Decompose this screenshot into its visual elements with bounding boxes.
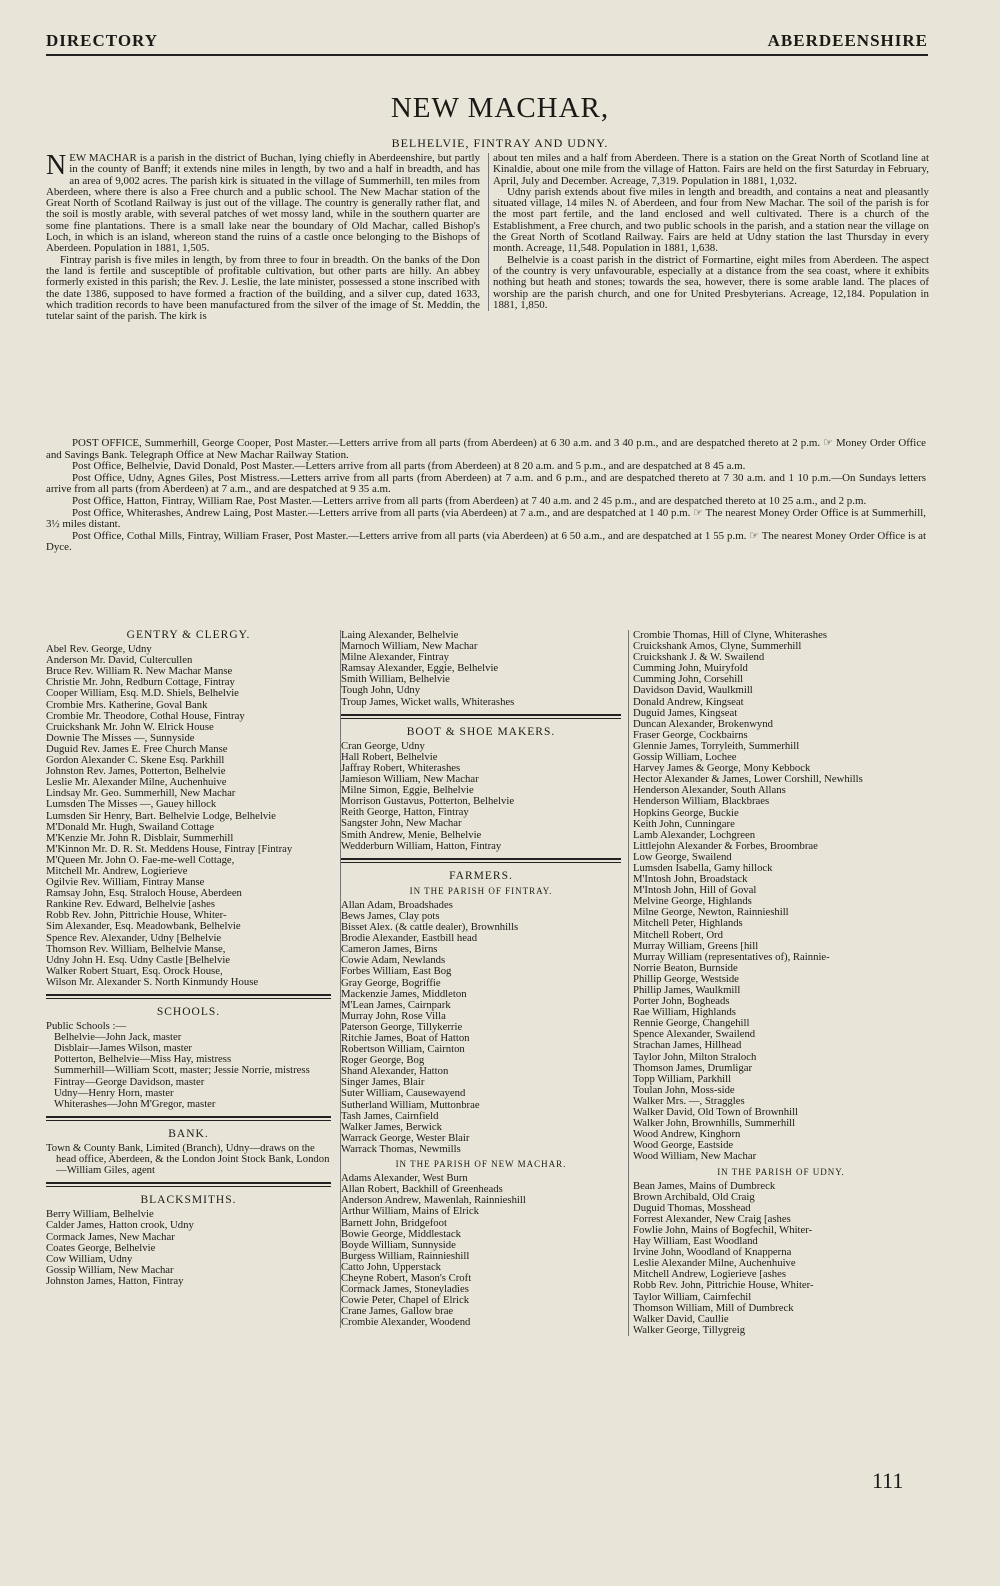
list-item: Cowie Peter, Chapel of Elrick [341,1294,470,1307]
list-item: Smith Andrew, Menie, Belhelvie [341,828,482,841]
list-item: Arthur William, Mains of Elrick [341,1205,479,1218]
fintray-heading: IN THE PARISH OF FINTRAY. [409,885,553,896]
list-item: Walker Mrs. —, Straggles [633,1094,745,1107]
list-item: Bowie George, Middlestack [341,1227,462,1240]
newmachar-farmers-list [341,1173,621,1328]
list-column-3 [628,630,929,1336]
list-item: Abel Rev. George, Udny [46,643,152,656]
list-item: M'Queen Mr. John O. Fae-me-well Cottage, [46,853,235,866]
list-item: Morrison Gustavus, Potterton, Belhelvie [341,795,515,808]
drop-cap: N [46,150,67,181]
list-item: Fintray—George Davidson, master [54,1075,205,1088]
list-item: Mitchell Peter, Highlands [633,917,743,930]
list-item: Warrack Thomas, Newmills [341,1142,461,1155]
list-item: Sangster John, New Machar [341,817,462,830]
list-item: Duguid Rev. James E. Free Church Manse [46,742,228,755]
farmers-heading: FARMERS. [449,869,513,882]
schools-list [46,1032,331,1110]
list-item: Walker James, Berwick [341,1120,442,1133]
section-rule [46,1182,331,1187]
list-item: Ramsay John, Esq. Straloch House, Aberdeen [46,887,242,900]
list-item: Walker Robert Stuart, Esq. Orock House, [46,964,223,977]
list-item: Gossip William, New Machar [46,1263,174,1276]
list-item: Udny John H. Esq. Udny Castle [Belhelvie [46,953,231,966]
list-item: Wood George, Eastside [633,1139,734,1152]
intro-paragraph: Belhelvie is a coast parish in the district of Formartine, eight miles from Aberdeen. The aspect of the country is very unfavourable, especially at a distance from the sea coast, where it exhibits nothing but heath and stones; towards the sea, however, there is some arable land. The places of worship are the parish church, and one for United Presbyterians. Acreage, 12,184. Population in 1881, 1,850. [493,253,929,311]
list-item: Warrack George, Wester Blair [341,1131,470,1144]
list-item: Murray William (representatives of), Rainnie- [633,950,830,963]
post-office-entry: Post Office, Belhelvie, David Donald, Post Master.—Letters arrive from all parts (from Aberdeen) at 8 20 a.m. and 5 p.m., and are despatched at 8 45 a.m. [72,460,746,473]
list-item: Wood William, New Machar [633,1150,757,1163]
list-item: Roger George, Bog [341,1054,425,1067]
list-item: Udny—Henry Horn, master [54,1086,174,1099]
blacksmiths-continued-list [341,630,621,708]
list-item: Strachan James, Hillhead [633,1039,742,1052]
list-item: Cameron James, Birns [341,943,438,956]
intro-paragraph: about ten miles and a half from Aberdeen. There is a station on the Great North of Scotland line at Kinaldie, about one mile from the village of Hatton. Fairs are held on the first Saturday in February, April, July and December. Acreage, 7,319. Population in 1881, 1,032. [493,152,929,187]
list-item: Bruce Rev. William R. New Machar Manse [46,665,233,678]
list-item: Barnett John, Bridgefoot [341,1216,447,1229]
list-item: Lumsden The Misses —, Gauey hillock [46,798,217,811]
list-item: Whiterashes—John M'Gregor, master [54,1097,216,1110]
list-item: Lumsden Isabella, Gamy hillock [633,861,773,874]
list-item: Thomson William, Mill of Dumbreck [633,1301,794,1314]
list-item: Shand Alexander, Hatton [341,1065,449,1078]
list-item: Anderson Andrew, Mawenlah, Rainnieshill [341,1194,526,1207]
list-item: Wilson Mr. Alexander S. North Kinmundy House [46,975,259,988]
list-item: Robb Rev. John, Pittrichie House, Whiter- [46,909,227,922]
list-item: Hector Alexander & James, Lower Corshill, Newhills [633,773,863,786]
list-item: Cormack James, New Machar [46,1230,175,1243]
list-item: Sutherland William, Muttonbrae [341,1098,480,1111]
list-item: Keith John, Cunningare [633,817,735,830]
list-item: Donald Andrew, Kingseat [633,695,744,708]
list-item: Duncan Alexander, Brokenwynd [633,717,773,730]
list-item: Cooper William, Esq. M.D. Shiels, Belhelvie [46,687,239,700]
list-item: Reith George, Hatton, Fintray [341,806,469,819]
list-item: Suter William, Causewayend [341,1087,466,1100]
list-item: Jamieson William, New Machar [341,773,479,786]
list-item: Mitchell Mr. Andrew, Logierieve [46,864,188,877]
list-item: Cumming John, Corsehill [633,673,744,686]
list-item: Downie The Misses —, Sunnyside [46,731,195,744]
running-head [46,28,928,56]
list-item: Wood Andrew, Kinghorn [633,1128,741,1141]
post-office-entry: Post Office, Cothal Mills, Fintray, William Fraser, Post Master.—Letters arrive from all parts (via Aberdeen) at 6 50 a.m., and are despatched at 1 55 p.m. ☞ The nearest Money Order Office is at Dyce. [46,529,926,554]
list-item: Phillip James, Waulkmill [633,984,741,996]
bank-heading: BANK. [168,1127,209,1140]
list-item: Marnoch William, New Machar [341,640,478,653]
list-item: M'Donald Mr. Hugh, Swailand Cottage [46,820,215,833]
schools-intro: Public Schools :— [46,1020,127,1033]
section-rule [46,994,331,999]
list-item: Toulan John, Moss-side [633,1083,735,1096]
list-item: Thomson James, Drumligar [633,1061,753,1074]
list-item: Laing Alexander, Belhelvie [341,629,459,641]
gentry-list [46,644,331,988]
list-item: Spence Rev. Alexander, Udny [Belhelvie [46,931,222,944]
list-item: Lamb Alexander, Lochgreen [633,828,756,841]
list-item: Fraser George, Cockbairns [633,728,748,741]
page-subtitle: BELHELVIE, FINTRAY AND UDNY. [391,136,609,150]
list-item: M'Kenzie Mr. John R. Disblair, Summerhill [46,831,234,844]
intro-paragraph: Udny parish extends about five miles in length and breadth, and contains a neat and pleasantly situated village, 14 miles N. of Aberdeen, and four from New Machar. The soil of the parish is for the most part fertile, and the land enclosed and well cultivated. There is a church of the Establishment, a Free church, and two public schools in the parish, and a station near the village on the Great North of Scotland Railway. Fairs are held at Udny station the last Thursday in every month. Acreage, 11,548. Population in 1881, 1,638. [493,185,929,255]
running-head-left: DIRECTORY [46,31,158,50]
boot-heading: BOOT & SHOE MAKERS. [406,725,556,738]
list-item: Milne George, Newton, Rainnieshill [633,906,789,919]
list-item: Davidson David, Waulkmill [633,684,753,697]
list-item: Cruickshank Mr. John W. Elrick House [46,720,214,733]
list-item: Coates George, Belhelvie [46,1241,156,1254]
list-item: Catto John, Upperstack [341,1260,442,1273]
intro-paragraph: NEW MACHAR is a parish in the district of Buchan, lying chiefly in Aberdeenshire, but partly in the county of Banff; it extends nine miles in length, by two and a half in breadth, and has an area of 9,002 acres. The parish kirk is situated in the village of Summerhill, ten miles from Aberdeen, where there is also a Free church and a public school. The New Machar station of the Great North of Scotland Railway is just out of the village. The country is generally rather flat, and the soil is mostly arable, with several patches of wet mossy land, while in the southern quarter are some fine plantations. There is a small lake near the boundary of Old Machar, called Bishop's Loch, in which is an island, whereon stand the ruins of a castle once belonging to the Bishops of Aberdeen. Population in 1881, 1,505. [46,150,480,255]
list-item: Potterton, Belhelvie—Miss Hay, mistress [54,1053,232,1066]
list-item: Hall Robert, Belhelvie [341,750,438,763]
list-item: Boyde William, Sunnyside [341,1238,456,1251]
list-item: Gray George, Bogriffie [341,976,441,989]
list-item: Tash James, Cairnfield [341,1109,439,1122]
list-item: Murray William, Greens [hill [633,939,759,952]
list-item: Crombie Thomas, Hill of Clyne, Whiterashes [633,629,828,641]
list-column-1 [46,630,331,1287]
intro-column-left [46,150,480,323]
list-item: Rae William, Highlands [633,1006,736,1019]
page-number: 111 [872,1468,904,1493]
list-item: Fowlie John, Mains of Bogfechil, Whiter- [633,1223,813,1236]
list-item: Christie Mr. John, Redburn Cottage, Fintray [46,676,235,689]
list-item: Belhelvie—John Jack, master [54,1031,182,1044]
list-item: Low George, Swailend [633,850,732,863]
list-item: Crombie Alexander, Woodend [341,1316,471,1329]
list-item: Melvine George, Highlands [633,895,752,908]
list-item: Allan Adam, Broadshades [341,898,453,911]
list-item: Calder James, Hatton crook, Udny [46,1219,194,1232]
list-item: Cran George, Udny [341,739,425,752]
list-item: Allan Robert, Backhill of Greenheads [341,1183,503,1196]
list-item: Crane James, Gallow brae [341,1305,454,1318]
list-item: Bisset Alex. (& cattle dealer), Brownhills [341,921,519,934]
list-item: Mackenzie James, Middleton [341,987,467,1000]
list-item: Hay William, East Woodland [633,1235,758,1248]
list-item: Crombie Mrs. Katherine, Goval Bank [46,698,208,711]
list-item: Ramsay Alexander, Eggie, Belhelvie [341,662,499,675]
intro-column-right [488,153,929,311]
post-office-section [46,438,926,554]
page-title: NEW MACHAR, [390,92,610,124]
list-item: Mitchell Robert, Ord [633,928,723,941]
list-item: Forrest Alexander, New Craig [ashes [633,1212,791,1225]
list-item: Walker George, Tillygreig [633,1323,746,1336]
post-office-entry: Post Office, Whiterashes, Andrew Laing, Post Master.—Letters arrive from all parts (via Aberdeen) at 7 a.m., and are despatched at 1 40 p.m. ☞ The nearest Money Order Office is at Summerhill, 3½ miles distant. [46,506,926,531]
list-item: Cow William, Udny [46,1252,133,1265]
list-column-2 [340,630,621,1328]
list-item: Tough John, Udny [341,684,421,697]
bank-entry: Town & County Bank, Limited (Branch), Udny—draws on the head office, Aberdeen, & the London Joint Stock Bank, London —William Giles, agent [46,1141,330,1177]
blacksmiths-list [46,1209,331,1287]
list-item: Henderson Alexander, South Allans [633,784,786,797]
list-item: Wedderburn William, Hatton, Fintray [341,839,502,852]
udny-heading: IN THE PARISH OF UDNY. [717,1166,845,1177]
list-item: Cormack James, Stoneyladies [341,1283,469,1296]
list-item: Cruickshank J. & W. Swailend [633,651,765,664]
list-item: Lumsden Sir Henry, Bart. Belhelvie Lodge, Belhelvie [46,809,276,822]
list-item: Walker David, Old Town of Brownhill [633,1106,799,1119]
list-item: Bean James, Mains of Dumbreck [633,1179,776,1192]
list-item: Crombie Mr. Theodore, Cothal House, Fintray [46,709,245,722]
list-item: Bews James, Clay pots [341,909,440,922]
schools-heading: SCHOOLS. [156,1006,221,1018]
list-item: Porter John, Bogheads [633,995,730,1008]
list-item: Johnston James, Hatton, Fintray [46,1274,184,1287]
list-item: Summerhill—William Scott, master; Jessie Norrie, mistress [54,1064,310,1077]
list-item: M'Intosh John, Hill of Goval [633,884,757,897]
list-item: Littlejohn Alexander & Forbes, Broombrae [633,839,818,852]
list-item: Walker John, Brownhills, Summerhill [633,1117,796,1130]
list-item: Berry William, Belhelvie [46,1208,154,1221]
list-item: Singer James, Blair [341,1076,425,1089]
udny-farmers-list [633,1181,929,1336]
list-item: Brodie Alexander, Eastbill head [341,932,478,945]
list-item: Milne Simon, Eggie, Belhelvie [341,784,474,797]
running-head-right: ABERDEENSHIRE [767,31,928,50]
list-item: Disblair—James Wilson, master [54,1042,192,1055]
list-item: Johnston Rev. James, Potterton, Belhelvie [46,765,226,778]
post-office-entry: POST OFFICE, Summerhill, George Cooper, Post Master.—Letters arrive from all parts (from Aberdeen) at 6 30 a.m. and 3 40 p.m., and are despatched thereto at 2 p.m. ☞ Money Order Office and Savings Bank. Telegraph Office at New Machar Railway Station. [46,437,926,461]
list-item: Robb Rev. John, Pittrichie House, Whiter- [633,1279,814,1292]
newmachar-heading: IN THE PARISH OF NEW MACHAR. [395,1159,567,1170]
list-item: Ritchie James, Boat of Hatton [341,1032,470,1044]
list-item: Leslie Alexander Milne, Auchenhuive [633,1257,796,1270]
list-item: M'Intosh John, Broadstack [633,873,748,886]
newmachar-farmers-list-continued [633,630,929,1163]
gentry-heading: GENTRY & CLERGY. [126,629,251,641]
list-item: Topp William, Parkhill [633,1072,732,1085]
list-item: Gordon Alexander C. Skene Esq. Parkhill [46,754,225,767]
list-item: Adams Alexander, West Burn [341,1172,468,1185]
boot-list [341,741,621,852]
list-item: Milne Alexander, Fintray [341,651,449,664]
list-item: Lindsay Mr. Geo. Summerhill, New Machar [46,787,236,800]
list-item: Forbes William, East Bog [341,965,452,978]
list-item: Burgess William, Rainnieshill [341,1249,470,1262]
section-rule [46,1116,331,1121]
list-item: Gossip William, Lochee [633,751,737,764]
list-item: M'Kinnon Mr. D. R. St. Meddens House, Fintray [Fintray [46,842,293,855]
list-item: Walker David, Caullie [633,1312,729,1325]
list-item: Cowie Adam, Newlands [341,954,446,967]
list-item: Glennie James, Torryleith, Summerhill [633,739,800,752]
list-item: Mitchell Andrew, Logierieve [ashes [633,1268,787,1281]
post-office-entry: Post Office, Udny, Agnes Giles, Post Mistress.—Letters arrive from all parts (from Aberdeen) at 7 a.m. and 6 p.m., and are despatched thereto at 7 30 a.m. and 1 10 p.m.—On Sundays letters arrive from all parts (from Aberdeen) at 7 a.m., and are despatched at 9 35 a.m. [46,471,926,496]
list-item: Jaffray Robert, Whiterashes [341,761,461,774]
list-item: Duguid James, Kingseat [633,706,738,719]
list-item: Cheyne Robert, Mason's Croft [341,1271,472,1284]
list-item: Sim Alexander, Esq. Meadowbank, Belhelvie [46,920,241,933]
list-item: Henderson William, Blackbraes [633,795,770,808]
fintray-farmers-list [341,900,621,1155]
list-item: Rennie George, Changehill [633,1017,750,1030]
section-rule [341,714,621,719]
intro-paragraph: Fintray parish is five miles in length, by from three to four in breadth. On the banks of the Don the land is fertile and susceptible of profitable cultivation, but other parts are hilly. An abbey formerly existed in this parish; the Rev. J. Leslie, the late minister, possessed a stone inscribed with the date 1386, supposed to have formed a fraction of the building, and a silver cup, dated 1633, which tradition records to have been manufactured from the silver of the image of St. Meddin, the tutelar saint of the parish. The kirk is [46,253,480,323]
list-item: Anderson Mr. David, Cultercullen [46,654,193,667]
list-item: Norrie Beaton, Burnside [633,961,738,974]
list-item: Murray John, Rose Villa [341,1009,446,1022]
blacksmiths-heading: BLACKSMITHS. [140,1194,237,1207]
list-item: Thomson Rev. William, Belhelvie Manse, [46,942,226,955]
list-item: Smith William, Belhelvie [341,673,450,686]
post-office-entry: Post Office, Hatton, Fintray, William Rae, Post Master.—Letters arrive from all parts (from Aberdeen) at 7 40 a.m. and 2 45 p.m., and are despatched thereto at 10 25 a.m., and 2 p.m. [72,494,867,507]
list-item: Brown Archibald, Old Craig [633,1190,755,1203]
list-item: Robertson William, Cairnton [341,1043,465,1056]
list-item: Leslie Mr. Alexander Milne, Auchenhuive [46,776,227,789]
list-item: Irvine John, Woodland of Knapperna [633,1246,792,1259]
list-item: Rankine Rev. Edward, Belhelvie [ashes [46,898,216,911]
list-item: Hopkins George, Buckie [633,806,739,819]
list-item: Troup James, Wicket walls, Whiterashes [341,695,515,708]
list-item: Taylor John, Milton Straloch [633,1050,757,1063]
list-item: Spence Alexander, Swailend [633,1028,756,1041]
list-item: Cumming John, Muiryfold [633,662,748,675]
list-item: Cruickshank Amos, Clyne, Summerhill [633,640,802,653]
list-item: Phillip George, Westside [633,972,739,985]
list-item: Paterson George, Tillykerrie [341,1020,463,1033]
list-item: Duguid Thomas, Mosshead [633,1201,751,1214]
list-item: Ogilvie Rev. William, Fintray Manse [46,876,205,889]
section-rule [341,858,621,863]
list-item: Taylor William, Cairnfechil [633,1290,752,1303]
list-item: Harvey James & George, Mony Kebbock [633,762,811,775]
list-item: M'Lean James, Cairnpark [341,998,451,1011]
